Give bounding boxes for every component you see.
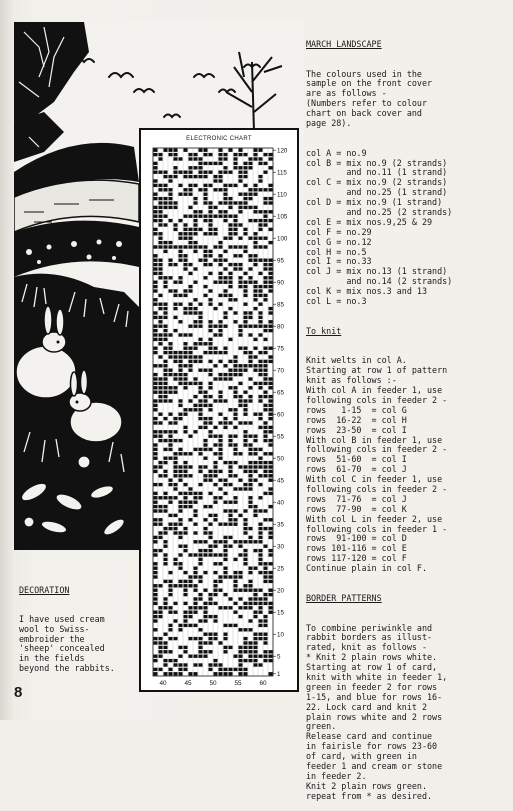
knit-line: rows 23-50 = col I bbox=[306, 424, 407, 435]
border-instructions bbox=[306, 624, 506, 802]
border-line: of card, with green in bbox=[306, 751, 417, 762]
colour-line: col C = mix no.9 (2 strands) bbox=[306, 177, 448, 188]
colour-line: and no.14 (2 strands) bbox=[306, 276, 453, 287]
electronic-chart-panel bbox=[139, 128, 299, 692]
colour-line: col G = no.12 bbox=[306, 236, 372, 247]
knit-instructions bbox=[306, 356, 506, 574]
row-label: 60 bbox=[277, 411, 284, 419]
border-line: knit with white in feeder 1, bbox=[306, 672, 448, 682]
knit-line: With col A in feeder 1, use bbox=[306, 385, 443, 396]
chart-title: ELECTRONIC CHART bbox=[186, 136, 252, 142]
row-label: 1 bbox=[277, 671, 281, 678]
knit-line: rows 61-70 = col J bbox=[306, 464, 407, 475]
decoration-line: I have used cream bbox=[19, 613, 105, 624]
decoration-line: embroider the bbox=[19, 633, 85, 644]
row-label: 25 bbox=[277, 565, 284, 573]
row-label: 80 bbox=[277, 323, 284, 331]
colour-line: col F = no.29 bbox=[306, 226, 372, 237]
border-line: green. bbox=[306, 721, 337, 732]
colour-line: col D = mix no.9 (1 strand) bbox=[306, 197, 443, 208]
knit-line: following cols in feeder 2 - bbox=[306, 484, 448, 495]
row-label: 40 bbox=[277, 499, 284, 507]
knit-line: knit as follows :- bbox=[306, 375, 397, 386]
border-line: rabbit borders as illust- bbox=[306, 632, 433, 643]
border-line: Starting at row 1 of card, bbox=[306, 662, 438, 673]
knit-line: following cols in feeder 1 - bbox=[306, 523, 448, 534]
colour-line: col H = no.5 bbox=[306, 246, 367, 257]
row-label: 75 bbox=[277, 345, 284, 353]
row-label: 35 bbox=[277, 521, 284, 529]
border-line: 22. Lock card and knit 2 bbox=[306, 701, 428, 712]
knit-line: rows 117-120 = col F bbox=[306, 553, 407, 564]
column-label: 45 bbox=[184, 680, 192, 687]
row-label: 15 bbox=[277, 609, 284, 617]
border-line: repeat from * as desired. bbox=[306, 790, 433, 801]
border-line: plain rows white and 2 rows bbox=[306, 711, 443, 722]
page-number: 8 bbox=[14, 684, 23, 701]
colour-line: and no.25 (1 strand) bbox=[306, 187, 448, 198]
row-label: 100 bbox=[277, 235, 288, 243]
row-label: 45 bbox=[277, 477, 284, 485]
colour-line: col I = no.33 bbox=[306, 256, 372, 267]
border-line: Release card and continue bbox=[306, 731, 433, 742]
row-label: 5 bbox=[277, 653, 281, 661]
border-line: in fairisle for rows 23-60 bbox=[306, 741, 438, 752]
colour-line: col K = mix nos.3 and 13 bbox=[306, 286, 428, 297]
intro-line: sample on the front cover bbox=[306, 78, 433, 89]
row-label: 10 bbox=[277, 631, 284, 639]
colour-list bbox=[306, 149, 506, 307]
decoration-line: wool to Swiss- bbox=[19, 623, 90, 634]
section-heading-march-landscape: MARCH LANDSCAPE bbox=[306, 38, 382, 49]
border-line: green in feeder 2 for rows bbox=[306, 681, 438, 692]
column-label: 55 bbox=[234, 680, 242, 687]
border-line: * Knit 2 plain rows white. bbox=[306, 652, 438, 663]
colour-line: and no.11 (1 strand) bbox=[306, 167, 448, 178]
colour-line: col B = mix no.9 (2 strands) bbox=[306, 157, 448, 168]
knit-line: rows 51-60 = col I bbox=[306, 454, 407, 465]
border-line: Knit 2 plain rows green. bbox=[306, 780, 428, 791]
decoration-text bbox=[19, 615, 137, 674]
knit-line: Knit welts in col A. bbox=[306, 355, 407, 366]
knit-line: rows 77-90 = col K bbox=[306, 503, 407, 514]
instructions-column bbox=[306, 20, 506, 811]
border-line: 1-15, and blue for rows 16- bbox=[306, 691, 443, 702]
knit-line: With col C in feeder 1, use bbox=[306, 474, 443, 485]
border-line: in feeder 2. bbox=[306, 770, 367, 781]
knit-line: With col B in feeder 1, use bbox=[306, 434, 443, 445]
knit-line: following cols in feeder 2 - bbox=[306, 395, 448, 405]
row-label: 110 bbox=[277, 191, 287, 199]
intro-line: page 28). bbox=[306, 117, 352, 128]
section-heading-to-knit: To knit bbox=[306, 325, 342, 336]
intro-line: chart on back cover and bbox=[306, 108, 422, 119]
decoration-line: in the fields bbox=[19, 653, 85, 664]
border-line: rated, knit as follows - bbox=[306, 642, 428, 653]
colour-line: and no.25 (2 strands) bbox=[306, 207, 453, 218]
column-label: 50 bbox=[209, 680, 217, 687]
row-label: 105 bbox=[277, 213, 288, 221]
knit-line: rows 91-100 = col D bbox=[306, 533, 407, 544]
row-label: 20 bbox=[277, 587, 284, 595]
row-label: 30 bbox=[277, 543, 284, 551]
row-label: 90 bbox=[277, 279, 284, 287]
section-heading-border-patterns: BORDER PATTERNS bbox=[306, 592, 382, 603]
row-label: 70 bbox=[277, 367, 284, 375]
decoration-line: 'sheep' concealed bbox=[19, 643, 105, 654]
row-label: 65 bbox=[277, 389, 284, 397]
row-label: 85 bbox=[277, 301, 284, 309]
row-label: 95 bbox=[277, 257, 284, 265]
knit-line: rows 16-22 = col H bbox=[306, 414, 407, 425]
knit-line: rows 101-116 = col E bbox=[306, 543, 407, 554]
row-label: 55 bbox=[277, 433, 284, 441]
colour-line: col L = no.3 bbox=[306, 296, 367, 307]
colour-line: col A = no.9 bbox=[306, 147, 367, 158]
row-label: 120 bbox=[277, 147, 288, 155]
row-label: 115 bbox=[277, 169, 287, 177]
row-label: 50 bbox=[277, 455, 284, 463]
knit-line: rows 71-76 = col J bbox=[306, 493, 407, 504]
column-label: 60 bbox=[259, 680, 267, 687]
knit-line: rows 1-15 = col G bbox=[306, 404, 407, 415]
intro-text bbox=[306, 70, 506, 129]
colour-line: col J = mix no.13 (1 strand) bbox=[306, 266, 448, 277]
intro-line: (Numbers refer to colour bbox=[306, 98, 428, 109]
knit-line: following cols in feeder 2 - bbox=[306, 444, 448, 455]
intro-line: are as follows - bbox=[306, 88, 387, 99]
border-line: To combine periwinkle and bbox=[306, 622, 433, 633]
knit-line: With col L in feeder 2, use bbox=[306, 513, 443, 524]
punchcard-grid bbox=[141, 130, 297, 690]
knit-line: Continue plain in col F. bbox=[306, 563, 428, 574]
column-label: 40 bbox=[159, 680, 167, 687]
section-heading-decoration: DECORATION bbox=[19, 584, 70, 595]
border-line: feeder 1 and cream or stone bbox=[306, 761, 443, 772]
intro-line: The colours used in the bbox=[306, 68, 422, 79]
decoration-note bbox=[19, 566, 137, 684]
knit-line: Starting at row 1 of pattern bbox=[306, 365, 448, 376]
colour-line: col E = mix nos.9,25 & 29 bbox=[306, 216, 433, 227]
decoration-line: beyond the rabbits. bbox=[19, 662, 115, 673]
